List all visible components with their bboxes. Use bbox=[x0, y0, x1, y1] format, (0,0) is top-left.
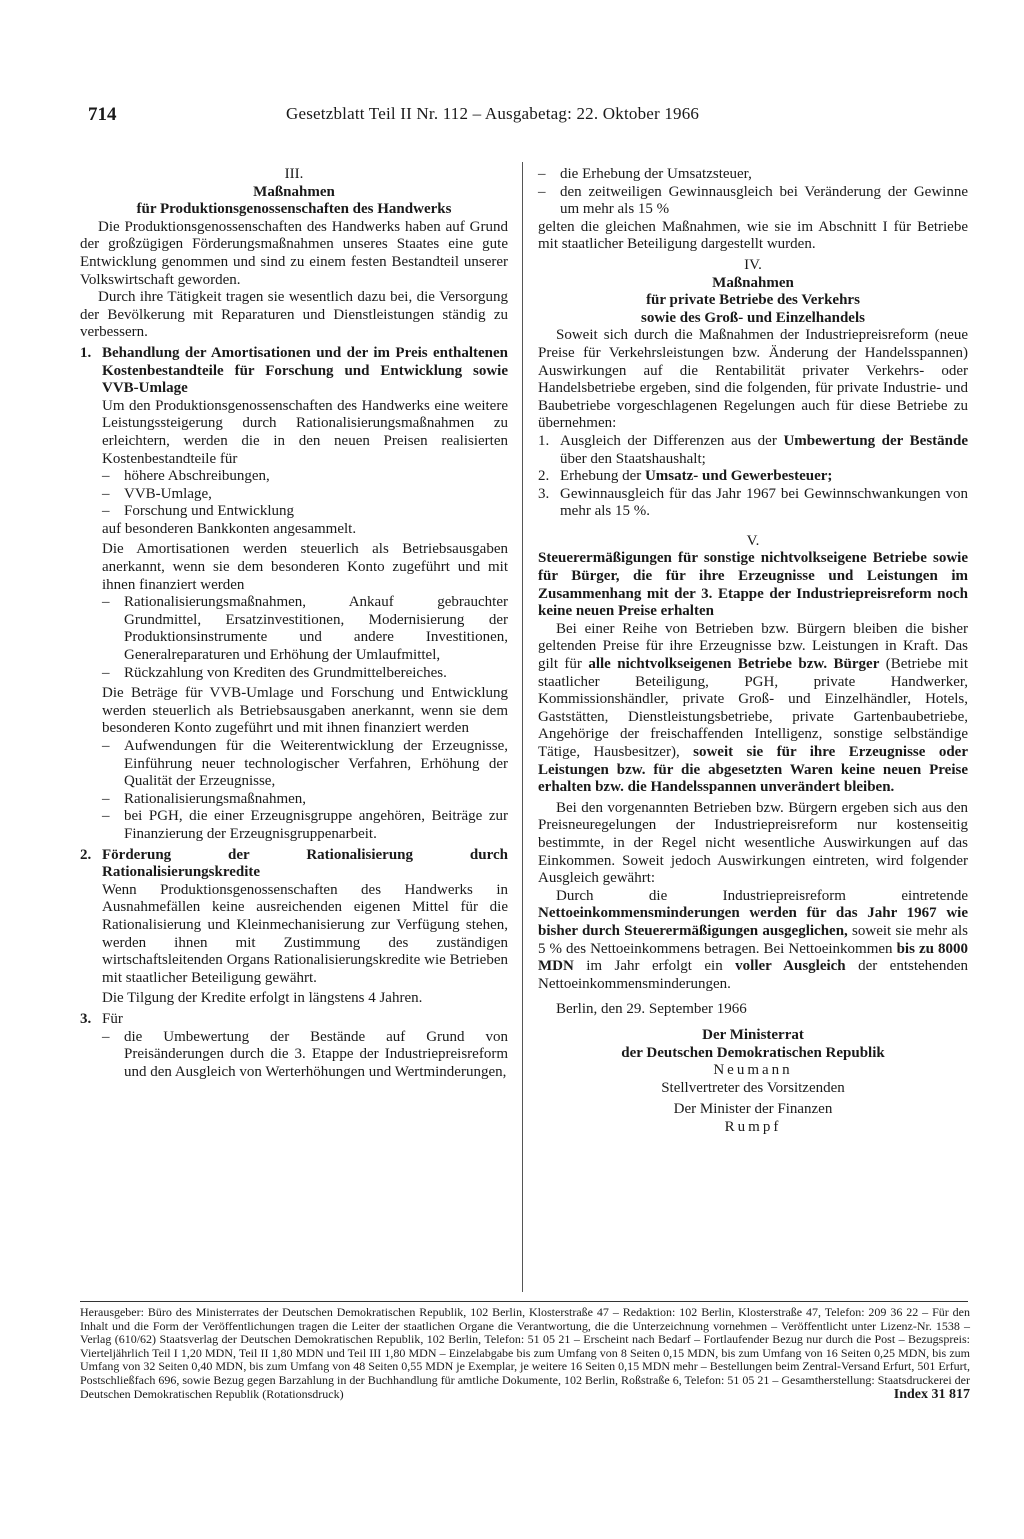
section-number: III. bbox=[284, 166, 304, 182]
item-title: Behandlung der Amortisationen und der im Preis enthaltenen Kostenbestandteile für Forschung und Entwicklung sowie VVB-Umlage bbox=[102, 344, 508, 397]
dash-item: – VVB-Umlage, bbox=[102, 486, 508, 504]
text-run: der entstehenden Nettoeinkommensminderungen. bbox=[538, 958, 968, 992]
section-title: Maßnahmen bbox=[253, 183, 335, 200]
text-run: Ausgleich der Differenzen aus der bbox=[560, 432, 784, 449]
paragraph: Wenn Produktionsgenossenschaften des Handwerks in Ausnahmefällen keine ausreichenden eigenen Mittel für die Rationalisierung und Kleinmechanisierung zur Verfügung stehen, werden ihnen mit Zustimmung des zuständigen wirtschaftsleitenden Organs Rationalisierungskredite wie Betrieben mit staatlicher Beteiligung gewährt. bbox=[102, 881, 508, 986]
item-number: 3. bbox=[538, 485, 550, 502]
index-number: Index 31 817 bbox=[893, 1386, 970, 1402]
paragraph: Die Produktionsgenossenschaften des Handwerks haben auf Grund der großzügigen Förderungsmaßnahmen unseres Staates eine gute Entwicklung genommen und sind zu einem festen Bestandteil unserer Volkswirtschaft geworden. bbox=[80, 218, 508, 288]
dash-item: – die Umbewertung der Bestände auf Grund von Preisänderungen durch die 3. Etappe der Industriepreisreform und den Ausgleich von Werterhöhungen und Wertminderungen, bbox=[102, 1028, 508, 1080]
text-run-bold: Nettoeinkommensminderungen werden für das Jahr 1967 wie bisher durch Steuerermäßigungen ausgeglichen, bbox=[538, 905, 968, 939]
text-run: (Betriebe mit staatlicher Beteiligung, PGH, private Handwerker, Kommissionshändler, private Groß- und Einzelhändler, Hotels, Gaststätten, Dienstleistungsbetriebe, private Gartenbaubetriebe, Angehörige der freischaffenden Intelligenz, sonstige selbständige Tätige, Hausbesitzer), bbox=[538, 656, 969, 760]
text-run-bold: Umbewertung der Bestände bbox=[783, 432, 968, 449]
item-title: Förderung der Rationalisierung durch Rationalisierungskredite bbox=[102, 846, 508, 881]
section-title: Maßnahmen bbox=[712, 274, 794, 291]
list-item bbox=[538, 486, 968, 521]
text-run: Durch die Industriepreisreform eintretende bbox=[556, 887, 968, 904]
text-run: im Jahr erfolgt ein bbox=[573, 958, 736, 975]
list-item bbox=[538, 433, 968, 468]
dash-text: Rationalisierungsmaßnahmen, bbox=[124, 790, 307, 807]
item-text bbox=[560, 468, 968, 486]
signature-role: Der Minister der Finanzen bbox=[673, 1101, 833, 1118]
dash-text: die Umbewertung der Bestände auf Grund von Preisänderungen durch die 3. Etappe der Industriepreisreform und den Ausgleich von Werterhöhungen und Wertminderungen, bbox=[124, 1028, 508, 1080]
dash-item: – höhere Abschreibungen, bbox=[102, 468, 508, 486]
paragraph bbox=[538, 621, 968, 797]
item-number: 2. bbox=[80, 846, 92, 863]
item-number: 1. bbox=[538, 432, 550, 449]
section-title: für private Betriebe des Verkehrs bbox=[646, 292, 860, 309]
dash-text: bei PGH, die einer Erzeugnisgruppe angehören, Beiträge zur Finanzierung der Erzeugnisgruppenarbeit. bbox=[124, 808, 508, 842]
dash-text: den zeitweiligen Gewinnausgleich bei Veränderung der Gewinne um mehr als 15 % bbox=[560, 183, 968, 218]
text-run-bold: alle nichtvolkseigenen Betriebe bzw. Bürger bbox=[588, 656, 880, 673]
paragraph: Für bbox=[102, 1010, 123, 1027]
dash-item: – Aufwendungen für die Weiterentwicklung der Erzeugnisse, Einführung neuer technologischer Verfahren, Erhöhung der Qualität der Erzeugnisse, bbox=[102, 738, 508, 790]
dash-item: – Rationalisierungsmaßnahmen, bbox=[102, 791, 508, 809]
paragraph: gelten die gleichen Maßnahmen, wie sie im Abschnitt I für Betriebe mit staatlicher Beteiligung dargestellt wurden. bbox=[538, 218, 968, 253]
text-run-bold: soweit sie für ihre Erzeugnisse oder Leistungen bzw. für die abgesetzten Waren keine neuen Preise erhalten bzw. die Handelsspannen unverändert bleiben. bbox=[538, 744, 968, 796]
section-number: V. bbox=[746, 532, 760, 549]
paragraph: Die Amortisationen werden steuerlich als Betriebsausgaben anerkannt, wenn sie dem besonderen Konto zugeführt und mit ihnen finanziert werden bbox=[102, 541, 508, 593]
paragraph: Die Beträge für VVB-Umlage und Forschung und Entwicklung werden steuerlich als Betriebsausgaben anerkannt, wenn sie dem besonderen Konto zugeführt und mit ihnen finanziert werden bbox=[102, 685, 508, 737]
list-item bbox=[80, 345, 508, 844]
signature-body: der Deutschen Demokratischen Republik bbox=[621, 1044, 885, 1061]
signature-block bbox=[538, 1027, 968, 1137]
dash-text: Aufwendungen für die Weiterentwicklung der Erzeugnisse, Einführung neuer technologischer Verfahren, Erhöhung der Qualität der Erzeugnisse, bbox=[124, 738, 508, 790]
paragraph bbox=[538, 888, 968, 994]
text-run: Erhebung der bbox=[560, 468, 645, 485]
signature-body: Der Ministerrat bbox=[702, 1026, 804, 1043]
item-number: 1. bbox=[80, 344, 92, 361]
paragraph: Soweit sich durch die Maßnahmen der Industriepreisreform (neue Preise für Verkehrsleistungen bzw. Änderung der Handelsspannen) Auswirkungen auf die Rentabilität privater Verkehrs- oder Handelsbetriebe ergeben, sind die folgenden, für private Industrie- und Baubetriebe vorgeschlagenen Regelungen auch für diese Betriebe zu übernehmen: bbox=[538, 327, 968, 432]
text-run: soweit sie mehr als 5 % des Nettoeinkommens betragen. Bei Nettoeinkommen bbox=[538, 922, 968, 957]
text-run: über den Staatshaushalt; bbox=[560, 450, 706, 467]
text-run-bold: voller Ausgleich bbox=[735, 958, 846, 975]
paragraph: Bei den vorgenannten Betrieben bzw. Bürgern ergeben sich aus den Preisneuregelungen der Industriepreisreform nur kostenseitig bestimmte, in der Regel nicht wesentliche Auswirkungen auf das Einkommen. Soweit jedoch Auswirkungen eintreten, wird folgender Ausgleich gewährt: bbox=[538, 799, 968, 887]
dash-text: VVB-Umlage, bbox=[124, 485, 212, 502]
page-number: 714 bbox=[88, 104, 117, 125]
text-run-bold: Umsatz- und Gewerbesteuer; bbox=[644, 468, 833, 485]
section-title: sowie des Groß- und Einzelhandels bbox=[641, 309, 865, 326]
dash-text: Rationalisierungsmaßnahmen, Ankauf gebrauchter Grundmittel, Ersatzinvestitionen, Modernisierung der Produktionsinstrumente und andere Investitionen, Generalreparaturen und Erhöhung der Umlaufmittel, bbox=[124, 594, 508, 664]
item-number: 3. bbox=[80, 1010, 92, 1027]
dash-text: die Erhebung der Umsatzsteuer, bbox=[560, 166, 752, 182]
signature-name: Rumpf bbox=[724, 1118, 782, 1135]
item-number: 2. bbox=[538, 468, 550, 485]
item-text: Gewinnausgleich für das Jahr 1967 bei Gewinnschwankungen von mehr als 15 %. bbox=[560, 485, 968, 520]
item-text bbox=[560, 433, 968, 468]
paragraph: Um den Produktionsgenossenschaften des Handwerks eine weitere Leistungssteigerung durch Rationalisierungsmaßnahmen zu erleichtern, werden die in den neuen Preisen realisierten Kostenbestandteile für bbox=[102, 397, 508, 467]
dash-text: höhere Abschreibungen, bbox=[124, 468, 270, 485]
dash-item: – den zeitweiligen Gewinnausgleich bei Veränderung der Gewinne um mehr als 15 % bbox=[538, 183, 968, 218]
paragraph: Durch ihre Tätigkeit tragen sie wesentlich dazu bei, die Versorgung der Bevölkerung mit Reparaturen und Dienstleistungen ständig zu verbessern. bbox=[80, 289, 508, 341]
signature-role: Stellvertreter des Vorsitzenden bbox=[661, 1079, 845, 1096]
imprint-footer bbox=[80, 1306, 970, 1401]
signature-name: Neumann bbox=[713, 1062, 793, 1079]
section-number: IV. bbox=[744, 256, 762, 273]
text-run-bold: bis zu 8000 MDN bbox=[538, 940, 968, 975]
column-divider bbox=[522, 162, 523, 1292]
right-column bbox=[538, 166, 968, 1136]
footer-rule bbox=[80, 1301, 968, 1302]
dash-item: – Forschung und Entwicklung bbox=[102, 503, 508, 521]
dash-text: Forschung und Entwicklung bbox=[124, 503, 294, 520]
dash-item: – Rationalisierungsmaßnahmen, Ankauf gebrauchter Grundmittel, Ersatzinvestitionen, Modernisierung der Produktionsinstrumente und andere Investitionen, Generalreparaturen und Erhöhung der Umlaufmittel, bbox=[102, 594, 508, 664]
dash-item: – Rückzahlung von Krediten des Grundmittelbereiches. bbox=[102, 665, 508, 683]
list-item bbox=[538, 468, 968, 486]
paragraph: Die Tilgung der Kredite erfolgt in längstens 4 Jahren. bbox=[102, 990, 423, 1007]
running-head: Gesetzblatt Teil II Nr. 112 – Ausgabetag: 22. Oktober 1966 bbox=[286, 104, 700, 123]
dash-item: – die Erhebung der Umsatzsteuer, bbox=[538, 166, 968, 184]
dash-text: Rückzahlung von Krediten des Grundmittelbereiches. bbox=[124, 664, 447, 681]
section-title: für Produktionsgenossenschaften des Handwerks bbox=[136, 201, 452, 218]
imprint-text: Herausgeber: Büro des Ministerrates der Deutschen Demokratischen Republik, 102 Berlin, Klosterstraße 47 – Redaktion: 102 Berlin, Klosterstraße 47, Telefon: 209 36 22 – Für den Inhalt und die Form der Veröffentlichungen tragen die Leiter der staatlichen Organe die Verantwortung, die die Unterzeichnung vornehmen – Veröffentlicht unter Lizenz-Nr. 1538 – Verlag (610/62) Staatsverlag der Deutschen Demokratischen Republik, 102 Berlin, Telefon: 51 05 21 – Erscheint nach Bedarf – Fortlaufender Bezug nur durch die Post – Bezugspreis: Vierteljährlich Teil I 1,20 MDN, Teil II 1,80 MDN und Teil III 1,80 MDN – Einzelabgabe bis zum Umfang von 8 Seiten 0,15 MDN, bis zum Umfang von 16 Seiten 0,25 MDN, bis zum Umfang von 32 Seiten 0,40 MDN, bis zum Umfang von 48 Seiten 0,55 MDN je Exemplar, je weitere 16 Seiten 0,15 MDN mehr – Bestellungen beim Zentral-Versand Erfurt, 501 Erfurt, Postschließfach 696, sowie Bezug gegen Barzahlung in der Buchhandlung für amtliche Dokumente, 102 Berlin, Roßstraße 6, Telefon: 51 05 21 – Gesamtherstellung: Staatsdruckerei der Deutschen Demokratischen Republik (Rotationsdruck) bbox=[80, 1305, 970, 1401]
text-run: Bei einer Reihe von Betrieben bzw. Bürgern bleiben die bisher geltenden Preise für ihre Erzeugnisse bzw. Leistungen in Kraft. Das gilt für bbox=[538, 620, 968, 673]
list-item bbox=[80, 1011, 508, 1081]
paragraph: auf besonderen Bankkonten angesammelt. bbox=[102, 520, 357, 537]
dash-item: – bei PGH, die einer Erzeugnisgruppe angehören, Beiträge zur Finanzierung der Erzeugnisgruppenarbeit. bbox=[102, 808, 508, 842]
left-column bbox=[80, 166, 508, 1081]
page-header bbox=[88, 104, 968, 132]
list-item bbox=[80, 847, 508, 1008]
section-title: Steuerermäßigungen für sonstige nichtvolkseigene Betriebe sowie für Bürger, die für ihre Erzeugnisse und Leistungen im Zusammenhang mit der 3. Etappe der Industriepreisreform noch keine neuen Preise erhalten bbox=[538, 550, 968, 620]
signature-date: Berlin, den 29. September 1966 bbox=[556, 1001, 747, 1018]
